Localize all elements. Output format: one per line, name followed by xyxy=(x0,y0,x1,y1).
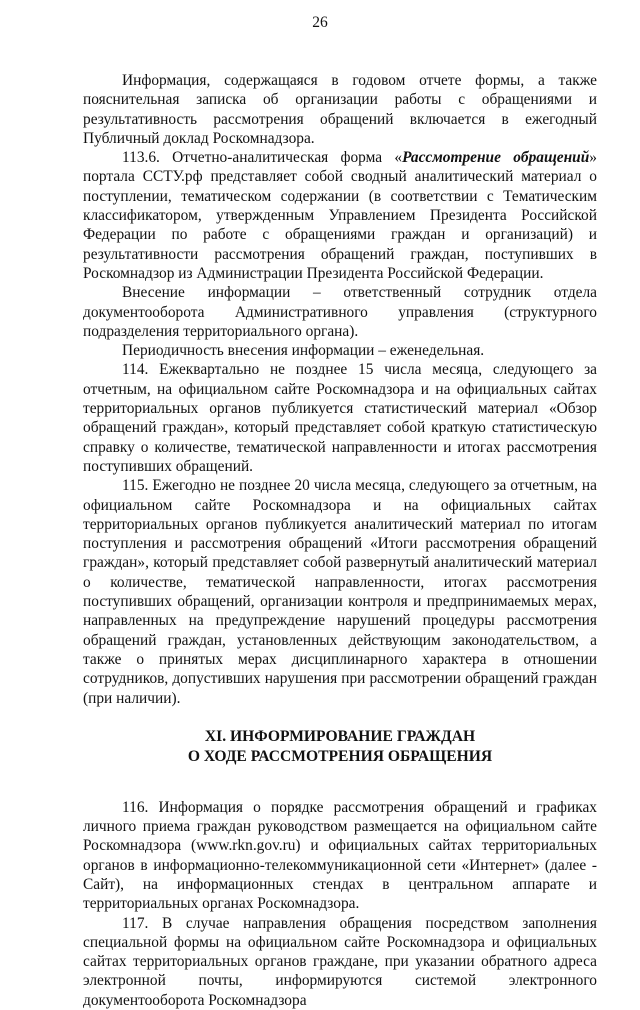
paragraph-114: 114. Ежеквартально не позднее 15 числа месяца, следующего за отчетным, на официальном сайте Роскомнадзора и на официальных сайтах территориальных органов публикуется статистический материал «Обзор обращений граждан», который представляет собой краткую статистическую справку о количестве, тематической направленности и итогах рассмотрения поступивших обращений. xyxy=(83,361,597,475)
document-body xyxy=(83,71,597,1010)
paragraph-115: 115. Ежегодно не позднее 20 числа месяца, следующего за отчетным, на официальном сайте Роскомнадзора и на официальных сайтах территориальных органов публикуется аналитический материал по итогам поступления и рассмотрения обращений «Итоги рассмотрения обращений граждан», который представляет собой развернутый аналитический материал о количестве, тематической направленности, итогах рассмотрения поступивших обращений, организации контроля и предпринимаемых мерах, направленных на предупреждение нарушений процедуры рассмотрения обращений граждан, установленных действующим законодательством, а также о принятых мерах дисциплинарного характера в отношении сотрудников, допустивших нарушения при рассмотрении обращений граждан (при наличии). xyxy=(83,477,597,707)
paragraph-113-6-end: » портала ССТУ.рф представляет собой сводный аналитический материал о поступлении, тематическом содержании (в соответствии с Тематическим классификатором, утвержденным Управлением Президента Российской Федерации по работе с обращениями граждан и организаций) и результативности рассмотрения обращений граждан, поступивших в Роскомнадзор из Администрации Президента Российской Федерации. xyxy=(83,149,597,282)
paragraph-113-6 xyxy=(83,148,597,283)
section-heading-line-2: О ХОДЕ РАССМОТРЕНИЯ ОБРАЩЕНИЯ xyxy=(187,747,493,765)
page-number: 26 xyxy=(312,14,328,31)
form-title-emphasis: Рассмотрение обращений xyxy=(402,149,590,167)
paragraph-117: 117. В случае направления обращения посредством заполнения специальной формы на официальном сайте Роскомнадзора и официальных сайтах территориальных органов граждане, при указании обратного адреса электронной почты, информируются системой электронного документооборота Роскомнадзора xyxy=(83,914,597,1009)
paragraph-113-6-start: 113.6. Отчетно-аналитическая форма « xyxy=(122,149,403,167)
paragraph-annual-report-info: Информация, содержащаяся в годовом отчете формы, а также пояснительная записка об организации работы с обращениями и результативность рассмотрения обращений включается в ежегодный Публичный доклад Роскомнадзора. xyxy=(83,72,597,147)
paragraph-frequency: Периодичность внесения информации – еженедельная. xyxy=(122,342,485,360)
section-heading-line-1: XI. ИНФОРМИРОВАНИЕ ГРАЖДАН xyxy=(204,727,476,745)
paragraph-responsible-employee: Внесение информации – ответственный сотрудник отдела документооборота Административного управления (структурного подразделения территориального органа). xyxy=(83,284,597,340)
paragraph-116: 116. Информация о порядке рассмотрения обращений и графиках личного приема граждан руководством размещается на официальном сайте Роскомнадзора (www.rkn.gov.ru) и официальных сайтах территориальных органов в информационно-телекоммуникационной сети «Интернет» (далее - Сайт), на информационных стендах в центральном аппарате и территориальных органах Роскомнадзора. xyxy=(83,798,597,913)
section-heading xyxy=(83,727,597,767)
